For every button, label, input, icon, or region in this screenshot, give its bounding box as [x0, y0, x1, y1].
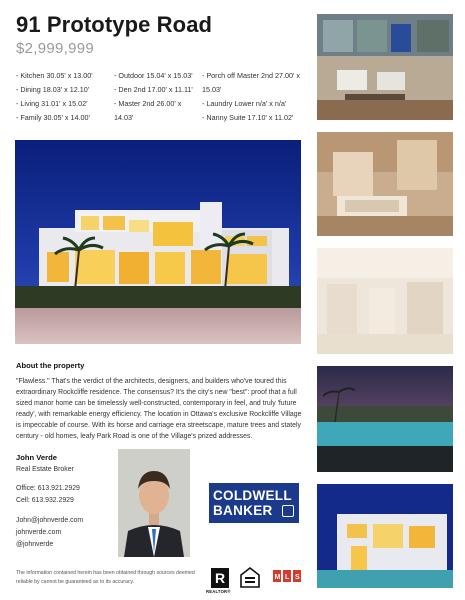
- room-item: - Dining 18.03' x 12.10': [16, 85, 90, 94]
- pool-sunset-photo: [317, 366, 453, 472]
- svg-text:L: L: [285, 574, 290, 581]
- brokerage-logo: [209, 483, 299, 523]
- realtor-label: REALTOR®: [206, 589, 231, 594]
- agent-role: Real Estate Broker: [16, 466, 74, 473]
- room-item: - Porch off Master 2nd 27.00' x: [202, 71, 300, 80]
- listing-title: 91 Prototype Road: [16, 12, 213, 37]
- room-item: - Kitchen 30.05' x 13.00': [16, 71, 93, 80]
- room-item: 15.03': [202, 85, 222, 94]
- about-description: "Flawless." That's the verdict of the architects, designers, and builders who've toured this extraordinary Rockcliffe residence. The consensus? It's the city's new "best": proof that a full sized manor home can be timelessly well-constructed, contemporary in feel, and truly 'future ready', with remarkable energy efficiency. The location in Ottawa's exclusive Rockcliffe Village is impeccable of course. With its horse and carriage era streetscape, mature trees and stately century - old homes, leafy Park Road is one of the Village's prized addresses.: [16, 378, 302, 440]
- exterior-night-photo: [317, 484, 453, 588]
- room-item: - Nanny Suite 17.10' x 11.02': [202, 113, 294, 122]
- interior-hall-photo: [317, 248, 453, 354]
- agent-name: John Verde: [16, 453, 57, 462]
- agent-website[interactable]: johnverde.com: [16, 529, 62, 536]
- realtor-icon: [210, 567, 230, 589]
- disclaimer: The information contained herein has been obtained through sources deemed reliable by cannot be guaranteed as to its accuracy.: [16, 570, 195, 585]
- agent-social-handle[interactable]: @johnverde: [16, 541, 54, 548]
- svg-text:R: R: [215, 570, 226, 586]
- room-item: - Family 30.05' x 14.00': [16, 113, 90, 122]
- agent-cell-phone: Cell: 613.932.2929: [16, 497, 74, 504]
- room-item: - Outdoor 15.04' x 15.03': [114, 71, 193, 80]
- agent-headshot: [118, 449, 190, 557]
- brokerage-name-line2: BANKER: [213, 503, 273, 518]
- svg-text:M: M: [274, 574, 281, 581]
- bathroom-photo: [317, 132, 453, 236]
- interior-living-photo: [317, 14, 453, 120]
- agent-office-phone: Office: 613.921.2929: [16, 485, 80, 492]
- brokerage-mark-icon: [282, 505, 294, 517]
- brokerage-name-line1: COLDWELL: [213, 488, 292, 503]
- svg-text:S: S: [295, 574, 300, 581]
- listing-price: $2,999,999: [16, 40, 95, 57]
- room-item: - Laundry Lower n/a' x n/a': [202, 99, 287, 108]
- room-item: 14.03': [114, 113, 134, 122]
- room-item: - Living 31.01' x 15.02': [16, 99, 88, 108]
- room-item: - Den 2nd 17.00' x 11.11': [114, 85, 193, 94]
- mls-icon: [273, 569, 301, 583]
- agent-email[interactable]: John@johnverde.com: [16, 517, 84, 524]
- room-item: - Master 2nd 26.00' x: [114, 99, 182, 108]
- hero-exterior-photo: [15, 140, 301, 344]
- about-heading: About the property: [16, 361, 85, 370]
- equal-housing-icon: [240, 567, 260, 589]
